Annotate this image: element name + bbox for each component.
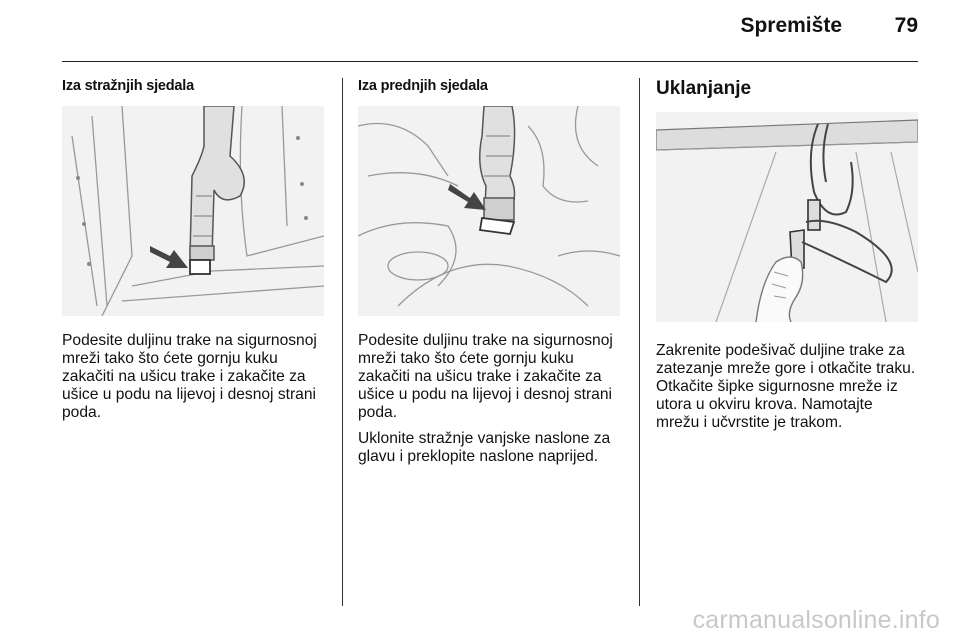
- section-paragraph: Uklonite stražnje vanjske naslone za glavu i preklopite naslone naprijed.: [358, 430, 611, 465]
- section-paragraph: Podesite duljinu trake na sigurnosnoj mreži tako što ćete gornju kuku zakačiti na ušicu trake i zakačite za ušice u podu na lijevoj i desnoj strani poda.: [62, 332, 317, 421]
- rear-seat-strap-illustration: [62, 106, 324, 316]
- watermark: carmanualsonline.info: [692, 606, 940, 634]
- section-rear-seats: [62, 78, 324, 422]
- section-heading: Iza stražnjih sjedala: [62, 78, 194, 94]
- column-divider: [639, 78, 640, 606]
- net-removal-illustration: [656, 112, 918, 322]
- section-front-seats: [358, 78, 620, 466]
- header-title: Spremište: [740, 14, 842, 37]
- column-divider: [342, 78, 343, 606]
- section-paragraph: Podesite duljinu trake na sigurnosnoj mreži tako što ćete gornju kuku zakačiti na ušicu trake i zakačite za ušice u podu na lijevoj i desnoj strani poda.: [358, 332, 613, 421]
- header-divider: [62, 61, 918, 62]
- section-removal: [656, 78, 918, 432]
- section-heading: Uklanjanje: [656, 78, 752, 99]
- front-seat-strap-illustration: [358, 106, 620, 316]
- page-number: 79: [894, 14, 918, 37]
- section-paragraph: Zakrenite podešivač duljine trake za zatezanje mreže gore i otkačite traku. Otkačite šipke sigurnosne mreže iz utora u okviru krova. Namotajte mrežu i učvrstite je trakom.: [656, 342, 916, 431]
- section-heading: Iza prednjih sjedala: [358, 78, 488, 94]
